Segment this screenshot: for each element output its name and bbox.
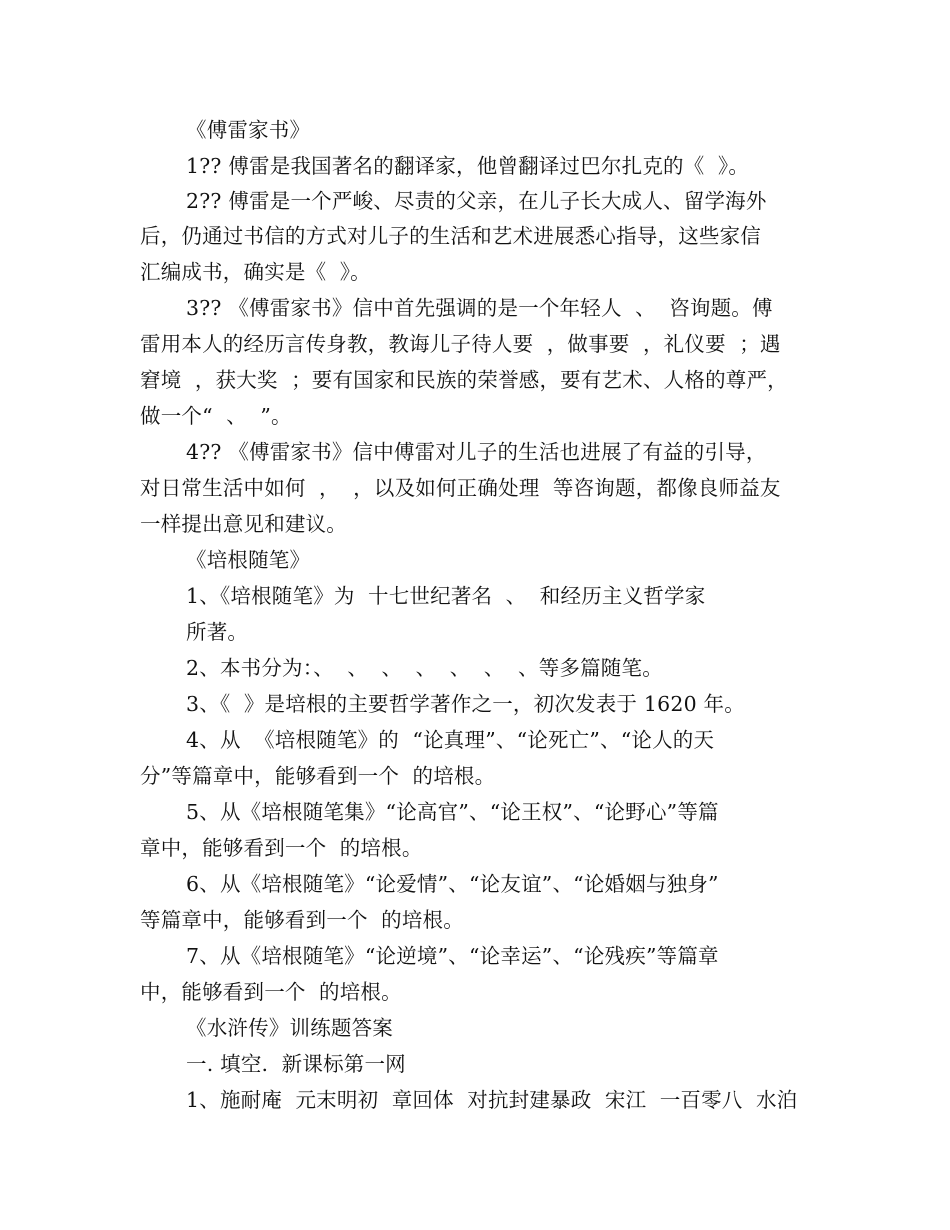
- text-line: 3、《 》是培根的主要哲学著作之一，初次发表于 1620 年。: [186, 692, 745, 716]
- text-line: 2、本书分为：、 、 、 、 、 、 、等多篇随笔。: [186, 656, 663, 680]
- text-line: 1、《培根随笔》为 十七世纪著名 、 和经历主义哲学家: [186, 584, 706, 608]
- text-line: 6、从《培根随笔》“论爱情”、“论友谊”、“论婚姻与独身”: [186, 872, 719, 896]
- text-line: 7、从《培根随笔》“论逆境”、“论幸运”、“论残疾”等篇章: [186, 944, 719, 968]
- text-line: 中，能够看到一个 的培根。: [140, 980, 402, 1004]
- text-line: 1?? 傅雷是我国著名的翻译家，他曾翻译过巴尔扎克的《 》。: [186, 154, 750, 178]
- section-title-water-margin: 《水浒传》训练题答案: [186, 1016, 393, 1040]
- text-line: 1、施耐庵 元末明初 章回体 对抗封建暴政 宋江 一百零八 水泊: [186, 1088, 798, 1112]
- text-line: 一样提出意见和建议。: [140, 512, 347, 536]
- text-line: 汇编成书，确实是《 》。: [140, 260, 371, 284]
- text-line: 一. 填空. 新课标第一网: [186, 1052, 406, 1076]
- text-line: 所著。: [186, 620, 249, 644]
- text-line: 5、从《培根随笔集》“论高官”、“论王权”、“论野心”等篇: [186, 800, 719, 824]
- text-line: 后，仍通过书信的方式对儿子的生活和艺术进展悉心指导，这些家信: [140, 224, 761, 248]
- section-title-fu-lei: 《傅雷家书》: [186, 118, 311, 142]
- text-line: 对日常生活中如何 ， ，以及如何正确处理 等咨询题，都像良师益友: [140, 476, 781, 500]
- text-line: 4?? 《傅雷家书》信中傅雷对儿子的生活也进展了有益的引导，: [186, 440, 767, 464]
- text-line: 2?? 傅雷是一个严峻、尽责的父亲，在儿子长大成人、留学海外: [186, 189, 767, 213]
- text-line: 雷用本人的经历言传身教，教诲儿子待人要 ，做事要 ，礼仪要 ；遇: [140, 332, 781, 356]
- text-line: 窘境 ，获大奖 ；要有国家和民族的荣誉感，要有艺术、人格的尊严，: [140, 368, 788, 392]
- text-line: 3?? 《傅雷家书》信中首先强调的是一个年轻人 、 咨询题。傅: [186, 296, 773, 320]
- section-title-bacon: 《培根随笔》: [186, 548, 311, 572]
- text-line: 做一个“ 、 ”。: [140, 404, 292, 428]
- text-line: 等篇章中，能够看到一个 的培根。: [140, 908, 464, 932]
- text-line: 分”等篇章中，能够看到一个 的培根。: [140, 764, 496, 788]
- text-line: 章中，能够看到一个 的培根。: [140, 836, 423, 860]
- text-line: 4、从 《培根随笔》的 “论真理”、“论死亡”、“论人的天: [186, 728, 715, 752]
